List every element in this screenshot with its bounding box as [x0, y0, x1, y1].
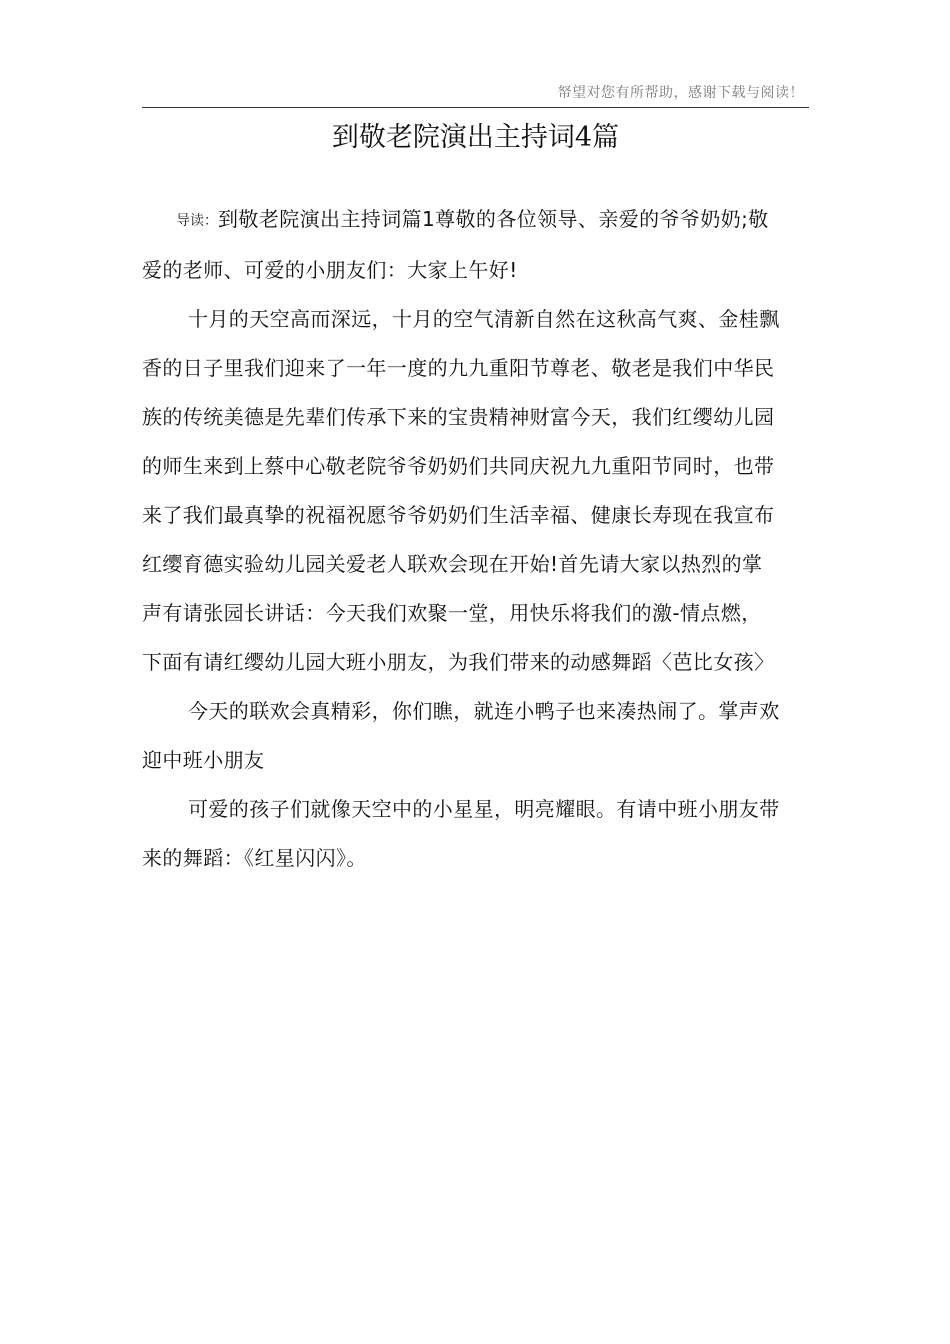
- document-body: [142, 195, 809, 883]
- intro-label: 导读：: [176, 213, 218, 229]
- body-paragraph-1: [142, 295, 809, 687]
- paragraph-line: 族的传统美德是先辈们传承下来的宝贵精神财富今天，我们红缨幼儿园: [142, 405, 775, 429]
- paragraph-line: 十月的天空高而深远，十月的空气清新自然在这秋高气爽、金桂飘: [188, 307, 780, 331]
- document-title: 到敬老院演出主持词4篇: [331, 122, 620, 153]
- intro-line-text: 到敬老院演出主持词篇1尊敬的各位领导、亲爱的爷爷奶奶;敬: [218, 207, 769, 231]
- body-paragraph-3: [142, 785, 809, 883]
- paragraph-line: 下面有请红缨幼儿园大班小朋友，为我们带来的动感舞蹈〈芭比女孩〉: [142, 650, 775, 674]
- paragraph-line: 来的舞蹈：《红星闪闪》。: [142, 846, 367, 870]
- paragraph-line: 红缨育德实验幼儿园关爱老人联欢会现在开始!首先请大家以热烈的掌: [142, 552, 763, 576]
- paragraph-line: 声有请张园长讲话：今天我们欢聚一堂，用快乐将我们的激-情点燃，: [142, 601, 762, 625]
- header-divider: [142, 107, 809, 108]
- paragraph-line: 的师生来到上蔡中心敬老院爷爷奶奶们共同庆祝九九重阳节同时，也带: [142, 454, 775, 478]
- intro-line: [142, 195, 809, 246]
- paragraph-line: 迎中班小朋友: [142, 748, 265, 772]
- body-paragraph-2: [142, 687, 809, 785]
- paragraph-line: 可爱的孩子们就像天空中的小星星，明亮耀眼。有请中班小朋友带: [188, 797, 780, 821]
- paragraph-line: 来了我们最真挚的祝福祝愿爷爷奶奶们生活幸福、健康长寿现在我宣布: [142, 503, 775, 527]
- paragraph-line: 香的日子里我们迎来了一年一度的九九重阳节尊老、敬老是我们中华民: [142, 356, 775, 380]
- intro-line: 爱的老师、可爱的小朋友们：大家上午好!: [142, 258, 518, 282]
- header-note: 帑望对您有所帮助，感谢下载与阅读！: [557, 85, 804, 101]
- intro-paragraph: [142, 195, 809, 295]
- paragraph-line: 今天的联欢会真精彩，你们瞧，就连小鸭子也来凑热闹了。掌声欢: [188, 699, 780, 723]
